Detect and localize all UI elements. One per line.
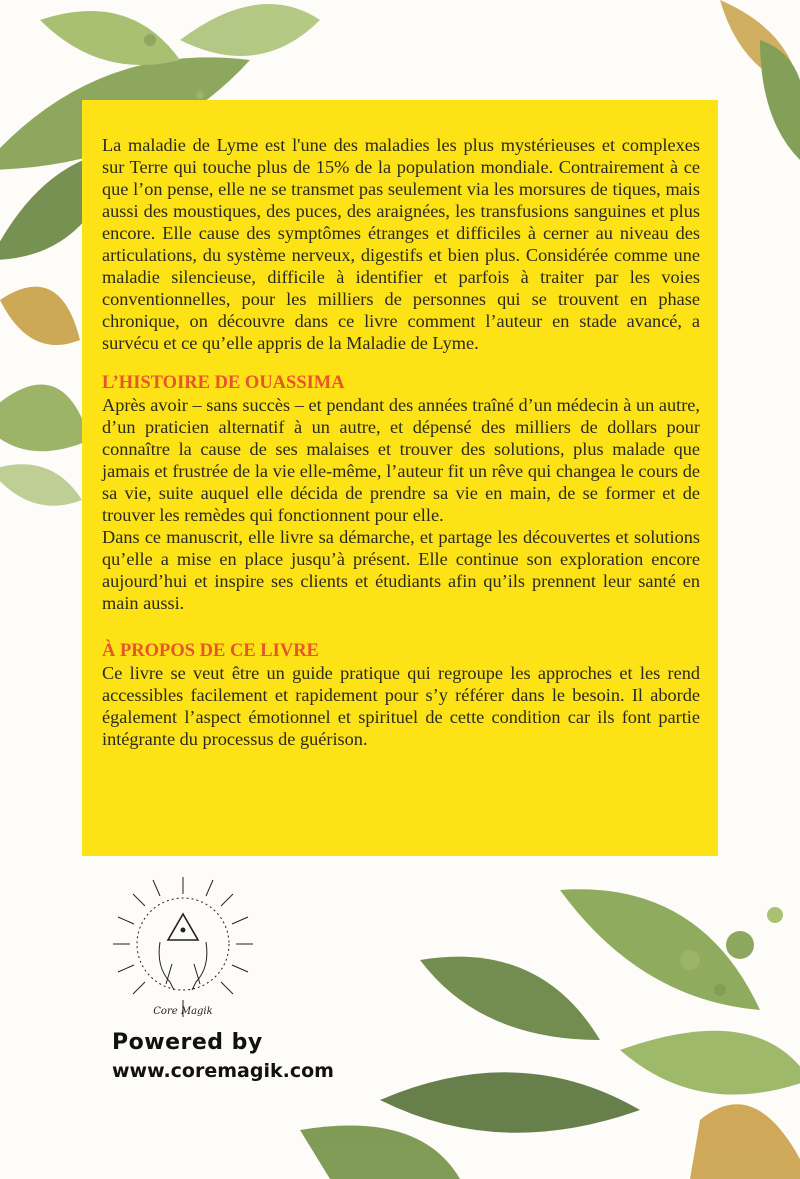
leaf-shape — [380, 1072, 640, 1132]
leaf-shape — [760, 40, 800, 160]
leaf-shape — [420, 957, 600, 1040]
logo-wordmark: Core Magik — [153, 1006, 213, 1017]
paint-dot — [196, 91, 204, 99]
core-magik-logo — [108, 872, 258, 1022]
leaf-shape — [0, 464, 82, 505]
paint-dot — [726, 931, 754, 959]
section-heading-livre: À PROPOS DE CE LIVRE — [102, 641, 319, 661]
website-link[interactable]: www.coremagik.com — [112, 1060, 334, 1082]
leaf-shape — [620, 1031, 800, 1095]
powered-by-text: Powered by — [112, 1030, 263, 1055]
paint-dot — [144, 34, 156, 46]
leaf-shape — [0, 384, 90, 451]
histoire-paragraph-1: Après avoir – sans succès – et pendant des années traîné d’un médecin à un autre, d’un praticien alternatif à un autre, et dépensé des milliers de dollars pour connaître la cause de ses malaises et trouver des solutions, plus malade que jamais et frustrée de la vie elle-même, l’auteur fit un rêve qui changea le cours de sa vie, suite auquel elle décida de prendre sa vie en main, de se former et de trouver les remèdes qui fonctionnent pour elle. — [102, 395, 700, 525]
powered-by-block — [112, 1030, 334, 1084]
leaf-shape — [180, 4, 320, 56]
text-panel — [82, 100, 718, 856]
paint-dot — [767, 907, 783, 923]
hands-outline — [159, 942, 207, 990]
livre-paragraph: Ce livre se veut être un guide pratique qui regroupe les approches et les rend accessibles facilement et rapidement pour s’y référer dans le besoin. Il aborde également l’aspect émotionnel et spirituel de cette condition car ils font partie intégrante du processus de guérison. — [102, 663, 700, 749]
paint-dot — [680, 950, 700, 970]
leaf-shape — [300, 1126, 460, 1179]
triangle-symbol — [168, 914, 198, 940]
leaf-shape — [0, 287, 80, 345]
paint-dot — [714, 984, 726, 996]
histoire-paragraph-2: Dans ce manuscrit, elle livre sa démarche, et partage les découvertes et solutions qu’elle a mise en place jusqu’à présent. Elle continue son exploration encore aujourd’hui et inspire ses clients et étudiants afin qu’ils prennent leur santé en main aussi. — [102, 527, 700, 613]
intro-paragraph: La maladie de Lyme est l'une des maladies les plus mystérieuses et complexes sur Terre qui touche plus de 15% de la population mondiale. Contrairement à ce que l’on pense, elle ne se transmet pas seulement via les morsures de tiques, mais aussi des moustiques, des puces, des araignées, les transfusions sanguines et plus encore. Elle cause des symptômes étranges et difficiles à cerner au niveau des articulations, du système nerveux, digestifs et bien plus. Considérée comme une maladie silencieuse, difficile à identifier et parfois à traiter par les voies conventionnelles, pour les milliers de personnes qui se trouvent en phase chronique, on découvre dans ce livre comment l’auteur en stade avancé, a survécu et ce qu’elle appris de la Maladie de Lyme. — [102, 135, 700, 353]
leaf-shape — [690, 1104, 800, 1179]
leaf-shape — [40, 11, 180, 65]
section-heading-histoire: L’HISTOIRE DE OUASSIMA — [102, 373, 345, 393]
